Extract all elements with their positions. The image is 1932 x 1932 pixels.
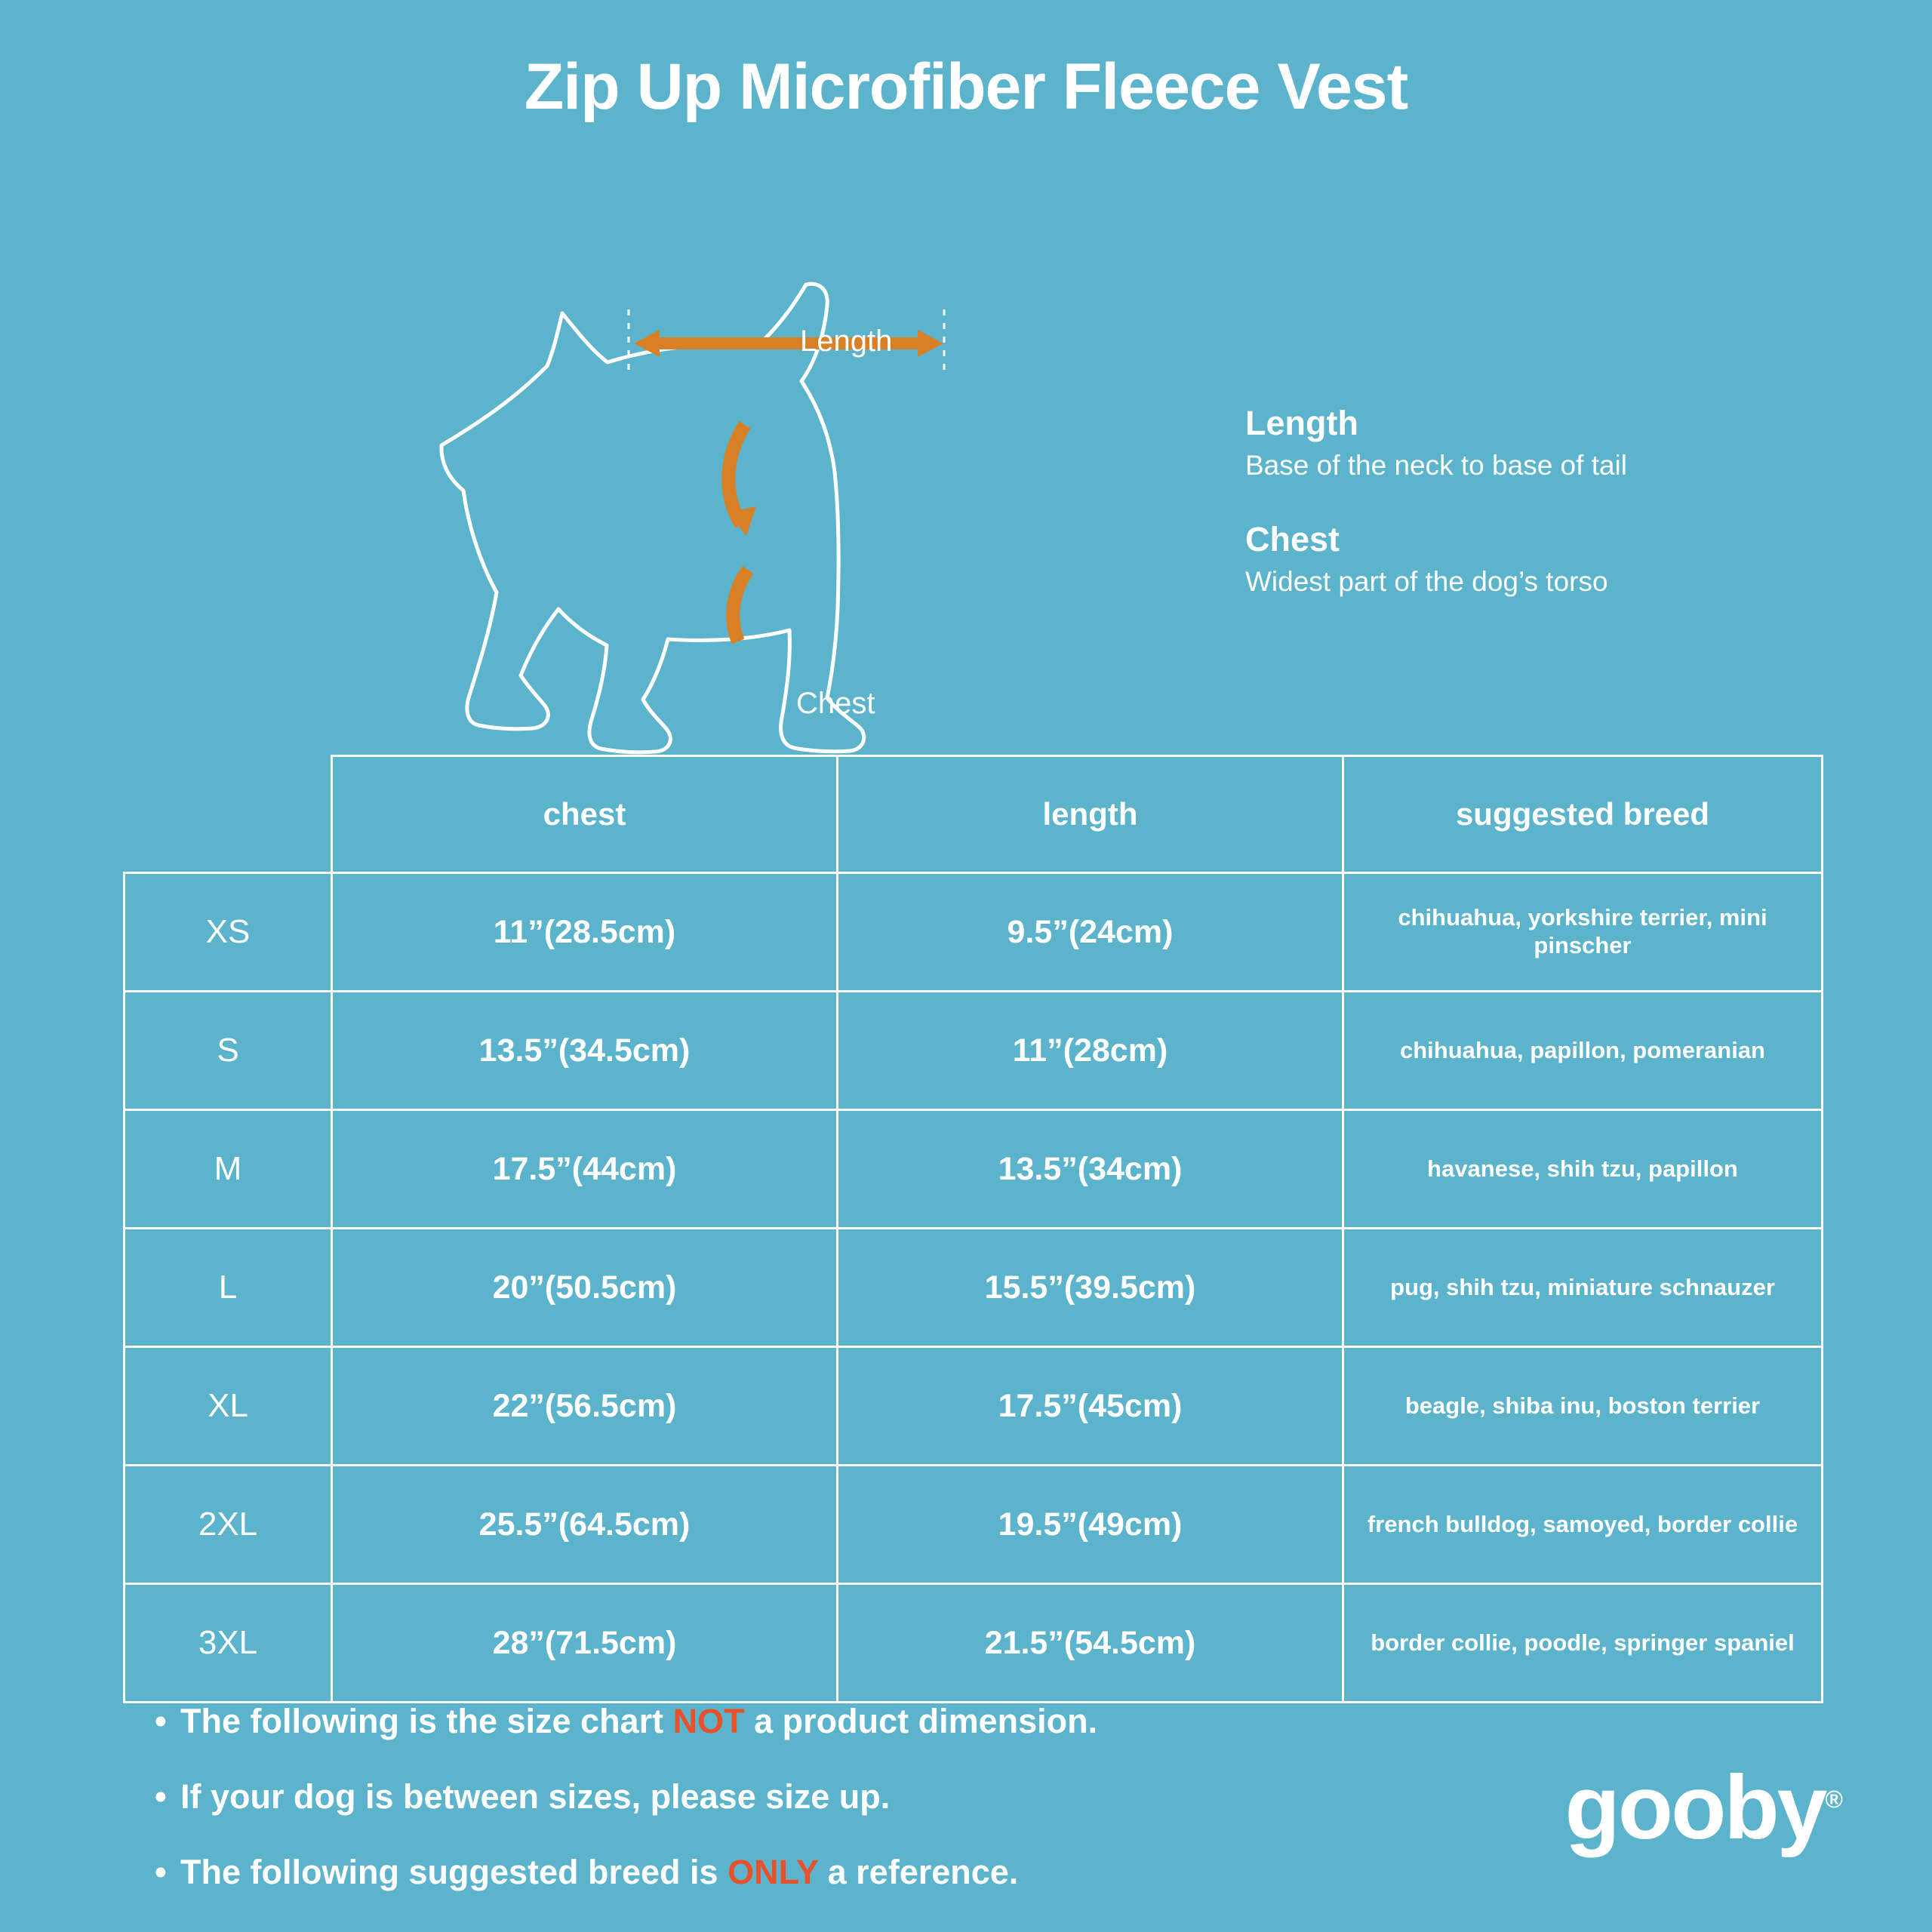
size-table <box>123 755 1823 1703</box>
table-row <box>125 1584 1823 1703</box>
list-item <box>155 1702 1589 1741</box>
note-text: The following is the size chart NOT a product dimension. <box>180 1702 1098 1740</box>
cell-breed: chihuahua, yorkshire terrier, mini pinscher <box>1343 873 1823 992</box>
cell-size: 2XL <box>125 1466 332 1584</box>
diagram-length-label: Length <box>800 325 893 358</box>
table-header-row <box>125 756 1823 873</box>
bullet-icon: • <box>155 1702 167 1740</box>
cell-length: 9.5”(24cm) <box>838 873 1343 992</box>
measurement-diagram <box>0 121 1932 721</box>
legend <box>1245 404 1728 635</box>
size-table-container <box>123 755 1821 1703</box>
cell-length: 21.5”(54.5cm) <box>838 1584 1343 1703</box>
cell-chest: 20”(50.5cm) <box>332 1229 838 1347</box>
diagram-chest-label: Chest <box>796 687 875 721</box>
table-header-chest: chest <box>332 756 838 873</box>
note-text: If your dog is between sizes, please size up. <box>180 1777 891 1816</box>
legend-definition-length: Base of the neck to base of tail <box>1245 450 1627 481</box>
cell-size: XS <box>125 873 332 992</box>
cell-chest: 25.5”(64.5cm) <box>332 1466 838 1584</box>
cell-breed: chihuahua, papillon, pomeranian <box>1343 992 1823 1110</box>
table-row <box>125 873 1823 992</box>
bullet-icon: • <box>155 1777 167 1816</box>
page-title: Zip Up Microfiber Fleece Vest <box>524 51 1408 123</box>
cell-breed: pug, shih tzu, miniature schnauzer <box>1343 1229 1823 1347</box>
length-arrow-icon <box>634 330 943 357</box>
list-item <box>155 1853 1589 1892</box>
bullet-icon: • <box>155 1852 167 1891</box>
table-header-breed: suggested breed <box>1343 756 1823 873</box>
cell-chest: 17.5”(44cm) <box>332 1110 838 1229</box>
cell-length: 19.5”(49cm) <box>838 1466 1343 1584</box>
legend-term-length: Length <box>1245 404 1358 443</box>
table-header-length: length <box>838 756 1343 873</box>
note-text: The following suggested breed is ONLY a reference. <box>180 1852 1019 1891</box>
cell-chest: 13.5”(34.5cm) <box>332 992 838 1110</box>
cell-breed: havanese, shih tzu, papillon <box>1343 1110 1823 1229</box>
list-item <box>155 1777 1589 1817</box>
legend-definition-chest: Widest part of the dog’s torso <box>1245 565 1608 597</box>
registered-mark: ® <box>1825 1786 1843 1813</box>
table-row <box>125 1347 1823 1466</box>
chest-arrow-icon <box>728 425 756 641</box>
cell-length: 13.5”(34cm) <box>838 1110 1343 1229</box>
cell-length: 15.5”(39.5cm) <box>838 1229 1343 1347</box>
cell-size: M <box>125 1110 332 1229</box>
cell-chest: 28”(71.5cm) <box>332 1584 838 1703</box>
cell-breed: border collie, poodle, springer spaniel <box>1343 1584 1823 1703</box>
cell-chest: 11”(28.5cm) <box>332 873 838 992</box>
brand-name: gooby <box>1564 1757 1826 1858</box>
legend-term-chest: Chest <box>1245 519 1340 558</box>
cell-size: XL <box>125 1347 332 1466</box>
cell-size: 3XL <box>125 1584 332 1703</box>
cell-size: S <box>125 992 332 1110</box>
cell-length: 11”(28cm) <box>838 992 1343 1110</box>
notes-list <box>155 1702 1589 1927</box>
brand-logo <box>1564 1757 1843 1858</box>
cell-chest: 22”(56.5cm) <box>332 1347 838 1466</box>
cell-size: L <box>125 1229 332 1347</box>
table-header-size <box>125 756 332 873</box>
cell-length: 17.5”(45cm) <box>838 1347 1343 1466</box>
cell-breed: french bulldog, samoyed, border collie <box>1343 1466 1823 1584</box>
cell-breed: beagle, shiba inu, boston terrier <box>1343 1347 1823 1466</box>
table-row <box>125 1466 1823 1584</box>
table-row <box>125 1229 1823 1347</box>
table-row <box>125 992 1823 1110</box>
table-row <box>125 1110 1823 1229</box>
